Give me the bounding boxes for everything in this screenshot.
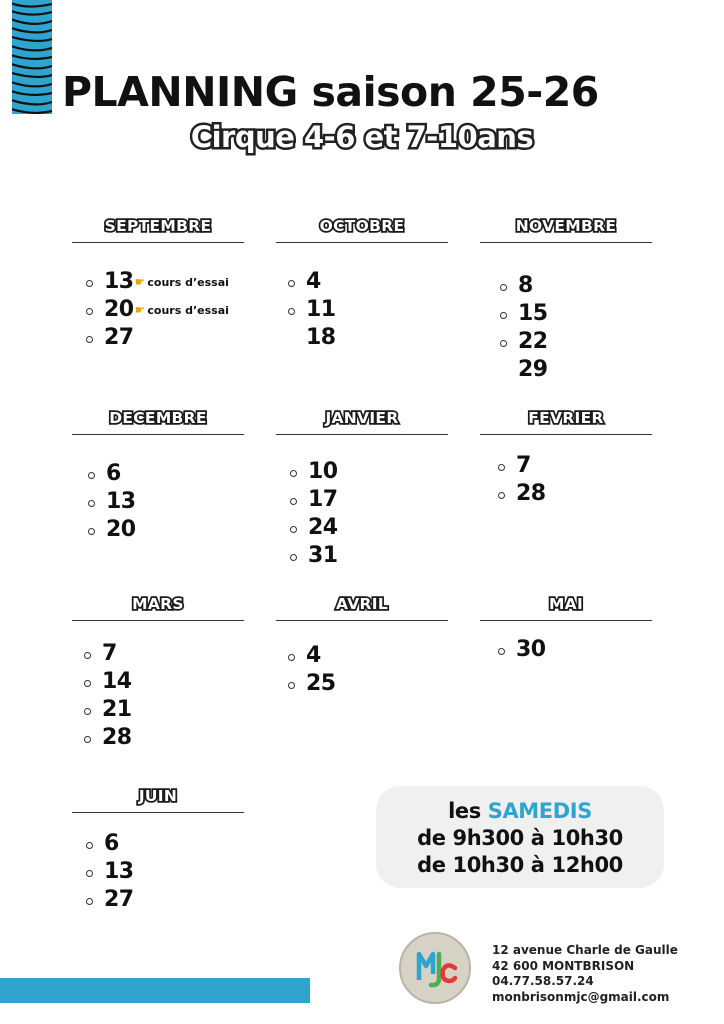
decorative-stripe-bar: [12, 0, 52, 114]
day-number: 20: [104, 297, 134, 322]
month-block-janvier: [276, 408, 448, 568]
month-name: SEPTEMBRE: [104, 217, 212, 235]
day-item: [280, 542, 338, 570]
day-number: 8: [518, 273, 533, 298]
bullet-circle-icon: [88, 528, 95, 535]
month-block-fevrier: [480, 408, 652, 506]
day-number: 7: [102, 641, 117, 666]
day-list: [490, 272, 548, 384]
day-item: [78, 460, 136, 488]
bullet-circle-icon: [84, 680, 91, 687]
day-item: [78, 516, 136, 544]
day-number: 6: [104, 831, 119, 856]
mjc-logo: [399, 932, 471, 1004]
month-block-decembre: [72, 408, 244, 542]
day-number: 13: [104, 859, 134, 884]
day-list: [278, 642, 336, 698]
bullet-circle-icon: [86, 336, 93, 343]
day-item: [76, 886, 134, 914]
day-item: [278, 642, 336, 670]
month-block-septembre: [72, 216, 244, 350]
schedule-day-highlight: SAMEDIS: [487, 799, 592, 823]
day-item: [278, 324, 336, 352]
day-item: [490, 356, 548, 384]
pointing-hand-icon: ☛: [134, 303, 146, 317]
bullet-circle-icon: [88, 472, 95, 479]
day-number: 4: [306, 643, 321, 668]
day-list: [78, 460, 136, 544]
day-number: 18: [306, 325, 336, 350]
schedule-box: [376, 786, 664, 888]
day-item: [488, 480, 546, 508]
day-item: [490, 328, 548, 356]
page-title: PLANNING saison 25-26: [62, 68, 599, 116]
day-number: 25: [306, 671, 336, 696]
day-item: [490, 272, 548, 300]
day-number: 17: [308, 487, 338, 512]
bullet-circle-icon: [84, 652, 91, 659]
contact-email: monbrisonmjc@gmail.com: [492, 989, 670, 1004]
day-list: [76, 830, 134, 914]
day-number: 11: [306, 297, 336, 322]
schedule-time-1: de 9h300 à 10h30: [417, 826, 623, 850]
contact-address: [492, 943, 678, 1005]
bullet-circle-icon: [290, 554, 297, 561]
month-block-mars: [72, 594, 244, 750]
day-number: 7: [516, 453, 531, 478]
bullet-circle-icon: [500, 284, 507, 291]
day-number: 28: [102, 725, 132, 750]
day-item: [278, 670, 336, 698]
bullet-circle-icon: [500, 312, 507, 319]
contact-phone: 04.77.58.57.24: [492, 974, 594, 988]
bullet-circle-icon: [84, 708, 91, 715]
month-divider: [480, 620, 652, 621]
day-item: [490, 300, 548, 328]
day-number: 22: [518, 329, 548, 354]
month-name: DECEMBRE: [109, 409, 207, 427]
month-block-mai: [480, 594, 652, 662]
bullet-circle-icon: [288, 308, 295, 315]
month-divider: [480, 434, 652, 435]
bullet-circle-icon: [500, 340, 507, 347]
bullet-circle-icon: [86, 898, 93, 905]
bullet-circle-icon: [498, 464, 505, 471]
day-item: [74, 696, 132, 724]
day-number: 13: [106, 489, 136, 514]
decorative-bottom-bar: [0, 978, 310, 1003]
day-item: [278, 296, 336, 324]
bullet-circle-icon: [84, 736, 91, 743]
month-divider: [72, 434, 244, 435]
pointing-hand-icon: ☛: [134, 275, 146, 289]
day-item: [280, 458, 338, 486]
month-block-novembre: [480, 216, 652, 382]
day-list: [488, 452, 546, 508]
bullet-circle-icon: [86, 280, 93, 287]
day-number: 6: [106, 461, 121, 486]
day-item: [280, 486, 338, 514]
month-name: AVRIL: [335, 595, 389, 613]
month-block-octobre: [276, 216, 448, 350]
schedule-time-2: de 10h30 à 12h00: [417, 853, 623, 877]
day-item: [74, 724, 132, 752]
day-number: 14: [102, 669, 132, 694]
day-item: [488, 636, 546, 664]
day-number: 13: [104, 269, 134, 294]
month-divider: [276, 620, 448, 621]
day-number: 24: [308, 515, 338, 540]
month-name: JANVIER: [325, 409, 399, 427]
day-number: 31: [308, 543, 338, 568]
month-divider: [276, 242, 448, 243]
day-list: [278, 268, 336, 352]
day-list: [74, 640, 132, 752]
day-number: 10: [308, 459, 338, 484]
day-list: [76, 268, 229, 352]
day-number: 27: [104, 325, 134, 350]
day-number: 15: [518, 301, 548, 326]
day-item: [278, 268, 336, 296]
day-number: 30: [516, 637, 546, 662]
bullet-circle-icon: [290, 470, 297, 477]
bullet-circle-icon: [288, 280, 295, 287]
bullet-circle-icon: [86, 308, 93, 315]
month-divider: [72, 812, 244, 813]
month-divider: [276, 434, 448, 435]
day-item: [280, 514, 338, 542]
day-number: 20: [106, 517, 136, 542]
bullet-circle-icon: [290, 526, 297, 533]
page-subtitle: Cirque 4-6 et 7-10ans: [190, 120, 534, 154]
bullet-circle-icon: [288, 682, 295, 689]
day-number: 27: [104, 887, 134, 912]
day-item: [76, 324, 229, 352]
day-item: [74, 668, 132, 696]
bullet-circle-icon: [498, 492, 505, 499]
day-item: [78, 488, 136, 516]
contact-city: 42 600 MONTBRISON: [492, 958, 635, 973]
month-block-avril: [276, 594, 448, 696]
day-item: [76, 858, 134, 886]
bullet-circle-icon: [290, 498, 297, 505]
month-block-juin: [72, 786, 244, 912]
mjc-logo-icon: [401, 934, 469, 1002]
day-item: [488, 452, 546, 480]
day-number: 28: [516, 481, 546, 506]
bullet-circle-icon: [86, 870, 93, 877]
month-divider: [72, 620, 244, 621]
month-name: MARS: [132, 595, 184, 613]
bullet-circle-icon: [88, 500, 95, 507]
day-item: [76, 268, 229, 296]
day-note: cours d’essai: [147, 276, 229, 289]
month-name: NOVEMBRE: [515, 217, 617, 235]
day-number: 29: [518, 357, 548, 382]
day-list: [488, 636, 546, 664]
bullet-circle-icon: [498, 648, 505, 655]
day-number: 4: [306, 269, 321, 294]
day-item: [76, 830, 134, 858]
month-divider: [480, 242, 652, 243]
month-name: OCTOBRE: [319, 217, 405, 235]
day-note: cours d’essai: [147, 304, 229, 317]
bullet-circle-icon: [86, 842, 93, 849]
month-name: MAI: [548, 595, 584, 613]
month-divider: [72, 242, 244, 243]
day-item: [76, 296, 229, 324]
bullet-circle-icon: [288, 654, 295, 661]
day-list: [280, 458, 338, 570]
day-number: 21: [102, 697, 132, 722]
month-name: JUIN: [138, 787, 178, 805]
contact-street: 12 avenue Charle de Gaulle: [492, 943, 678, 957]
day-item: [74, 640, 132, 668]
schedule-prefix: les: [448, 799, 481, 823]
month-name: FEVRIER: [528, 409, 604, 427]
